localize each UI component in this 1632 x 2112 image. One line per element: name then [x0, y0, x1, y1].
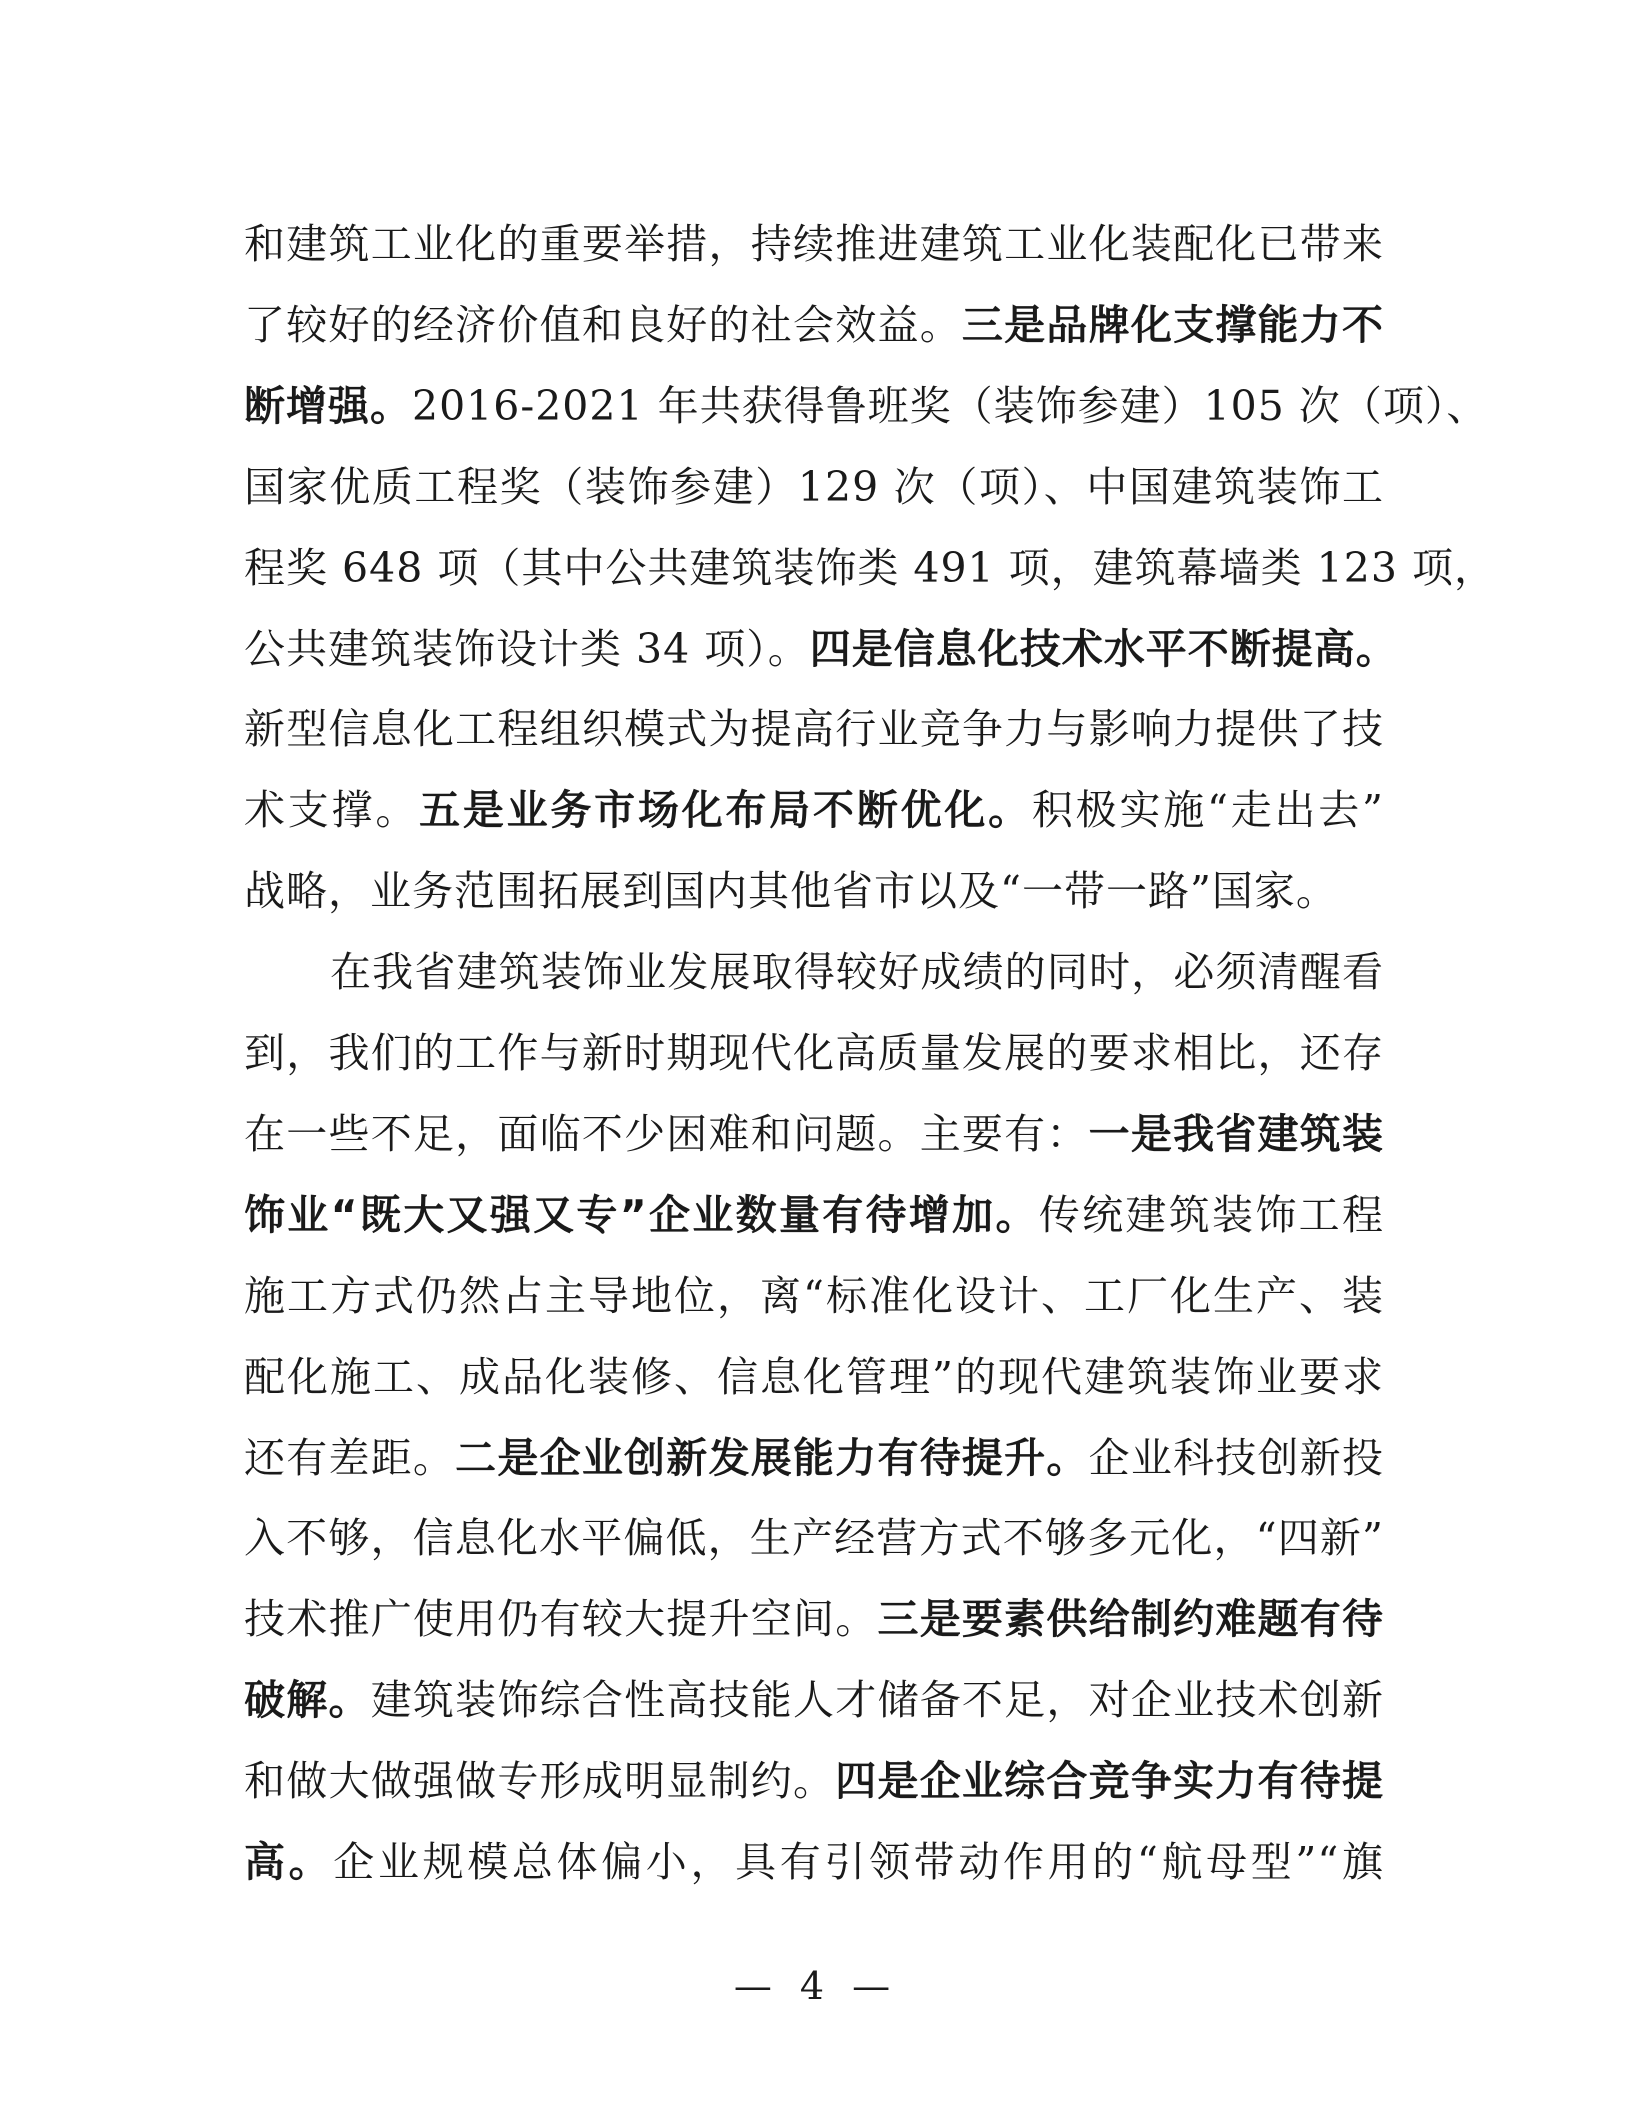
- text-run: 和做大做强做专形成明显制约。: [244, 1757, 836, 1805]
- text-line: [244, 1027, 1384, 1079]
- text-run: 企业科技创新投: [1088, 1434, 1385, 1482]
- bold-text-run: 破解。: [244, 1676, 371, 1724]
- text-line: [244, 380, 1489, 432]
- text-line: [244, 461, 1384, 513]
- text-line: [330, 946, 1384, 998]
- text-line: [244, 299, 1384, 351]
- text-run: 施工方式仍然占主导地位，离“标准化设计、工厂化生产、装: [244, 1272, 1384, 1320]
- text-run: 国家优质工程奖（装饰参建）129 次（项）、中国建筑装饰工: [244, 463, 1384, 511]
- text-run: 术支撑。: [244, 786, 420, 834]
- text-line: [244, 1270, 1384, 1322]
- bold-text-run: 高。: [244, 1838, 334, 1886]
- bold-text-run: 五是业务市场化布局不断优化。: [419, 786, 1032, 834]
- bold-text-run: 三是要素供给制约难题有待: [877, 1595, 1385, 1643]
- text-run: 在我省建筑装饰业发展取得较好成绩的同时，必须清醒看: [330, 948, 1384, 996]
- text-run: 到，我们的工作与新时期现代化高质量发展的要求相比，还存: [244, 1029, 1384, 1077]
- text-run: 积极实施“走出去”: [1031, 786, 1385, 834]
- text-line: [244, 703, 1384, 755]
- text-run: 公共建筑装饰设计类 34 项）。: [244, 625, 810, 673]
- text-run: 在一些不足，面临不少困难和问题。主要有：: [244, 1110, 1089, 1158]
- text-line: [244, 1351, 1384, 1403]
- text-run: 战略，业务范围拓展到国内其他省市以及“一带一路”国家。: [244, 867, 1338, 915]
- text-run: 入不够，信息化水平偏低，生产经营方式不够多元化，“四新”: [244, 1514, 1384, 1562]
- text-line: [244, 623, 1398, 675]
- text-line: [244, 1189, 1384, 1241]
- text-run: 建筑装饰综合性高技能人才储备不足，对企业技术创新: [370, 1676, 1385, 1724]
- text-line: [244, 542, 1496, 594]
- bold-text-run: 断增强。: [244, 382, 412, 430]
- text-run: 技术推广使用仍有较大提升空间。: [244, 1595, 878, 1643]
- bold-text-run: 二是企业创新发展能力有待提升。: [455, 1434, 1089, 1482]
- text-run: 传统建筑装饰工程: [1038, 1191, 1384, 1239]
- page-number: — 4 —: [733, 1964, 899, 2008]
- bold-text-run: 四是信息化技术水平不断提高。: [809, 625, 1398, 673]
- text-run: 企业规模总体偏小，具有引领带动作用的“航母型”“旗: [333, 1838, 1384, 1886]
- text-line: [244, 1512, 1384, 1564]
- text-run: 和建筑工业化的重要举措，持续推进建筑工业化装配化已带来: [244, 220, 1384, 268]
- text-line: [244, 1108, 1384, 1160]
- text-run: 还有差距。: [244, 1434, 456, 1482]
- text-line: [244, 1674, 1384, 1726]
- bold-text-run: 一是我省建筑装: [1088, 1110, 1385, 1158]
- text-run: 程奖 648 项（其中公共建筑装饰类 491 项，建筑幕墙类 123 项，: [244, 544, 1496, 592]
- text-line: [244, 218, 1384, 270]
- text-line: [244, 784, 1384, 836]
- text-run: 2016-2021 年共获得鲁班奖（装饰参建）105 次（项）、: [412, 382, 1489, 430]
- text-run: 新型信息化工程组织模式为提高行业竞争力与影响力提供了技: [244, 705, 1384, 753]
- bold-text-run: 饰业“既大又强又专”企业数量有待增加。: [244, 1191, 1039, 1239]
- text-run: 配化施工、成品化装修、信息化管理”的现代建筑装饰业要求: [244, 1353, 1384, 1401]
- text-line: [244, 1836, 1384, 1888]
- text-line: [244, 1432, 1384, 1484]
- text-line: [244, 1593, 1384, 1645]
- text-run: 了较好的经济价值和良好的社会效益。: [244, 301, 962, 349]
- text-line: [244, 1755, 1384, 1807]
- text-line: [244, 865, 1384, 917]
- bold-text-run: 三是品牌化支撑能力不: [961, 301, 1384, 349]
- bold-text-run: 四是企业综合竞争实力有待提: [835, 1757, 1385, 1805]
